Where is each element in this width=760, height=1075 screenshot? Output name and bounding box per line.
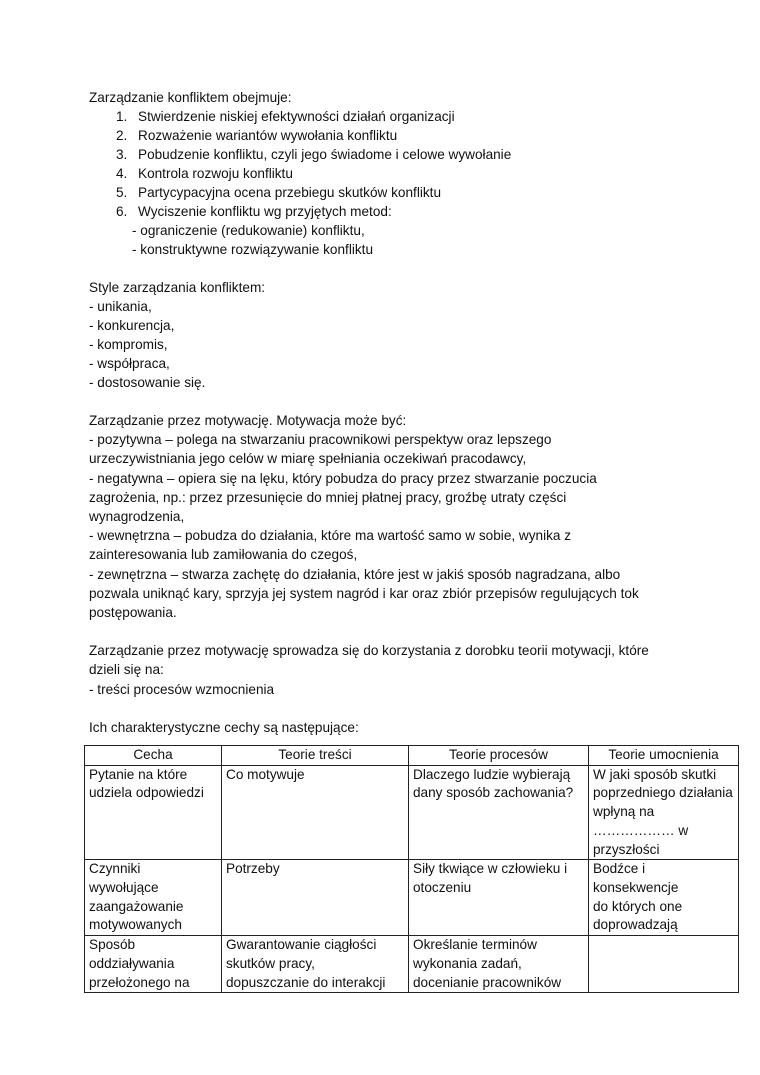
motivation-theories-paragraph	[89, 641, 689, 699]
cell-line: wywołujące	[89, 879, 159, 895]
text-line: urzeczywistniania jego celów w miarę spełniania oczekiwań pracodawcy,	[89, 451, 527, 467]
cell-line: dopuszczanie do interakcji	[226, 974, 386, 990]
cell-line: Gwarantowanie ciągłości	[226, 937, 377, 953]
list-item: 4. Kontrola rozwoju konfliktu	[116, 166, 293, 181]
text-line: - zewnętrzna – stwarza zachętę do działania, które jest w jakiś sposób nagradzana, albo	[89, 566, 621, 582]
cell-line: docenianie pracowników	[413, 974, 562, 990]
list-item: - współpraca,	[89, 356, 170, 371]
cell-line: Pytanie na które	[89, 766, 188, 782]
table-cell	[222, 765, 409, 860]
cell-line: wpłyną na ……………… w	[593, 804, 689, 838]
cell-line: przyszłości	[593, 841, 660, 857]
conflict-styles-list	[89, 297, 689, 392]
table-cell	[85, 936, 222, 993]
column-header: Teorie procesów	[409, 746, 589, 766]
cell-line: przełożonego na	[89, 974, 190, 990]
list-item: - kompromis,	[89, 337, 168, 352]
sub-list-item: - ograniczenie (redukowanie) konfliktu,	[132, 223, 365, 238]
list-item: 6. Wyciszenie konfliktu wg przyjętych metod:	[116, 204, 392, 219]
column-header: Teorie treści	[222, 746, 409, 766]
cell-line: dany sposób zachowania?	[413, 785, 574, 801]
cell-line: wykonania zadań,	[413, 955, 522, 971]
list-item: - dostosowanie się.	[89, 375, 206, 390]
table-header-row	[85, 746, 739, 766]
cell-line: W jaki sposób skutki	[593, 766, 717, 782]
text-line: pozwala uniknąć kary, sprzyja jej system nagród i kar oraz zbiór przepisów regulujących tok	[89, 585, 639, 601]
text-line: - negatywna – opiera się na lęku, który pobudza do pracy przez stwarzanie poczucia	[89, 470, 597, 486]
cell-line: Czynniki	[89, 861, 141, 877]
table-cell	[85, 860, 222, 936]
conflict-management-steps	[89, 107, 689, 221]
cell-line: Co motywuje	[226, 766, 305, 782]
list-item: 3. Pobudzenie konfliktu, czyli jego świadome i celowe wywołanie	[116, 147, 512, 162]
text-line: Zarządzanie przez motywację. Motywacja może być:	[89, 413, 407, 428]
cell-line: otoczeniu	[413, 879, 472, 895]
table-cell	[409, 936, 589, 993]
text-line: zainteresowania lub zamiłowania do czegoś,	[89, 547, 358, 563]
column-header: Cecha	[85, 746, 222, 766]
text-line: dzieli się na:	[89, 662, 164, 678]
text-line: - pozytywna – polega na stwarzaniu pracownikowi perspektyw oraz lepszego	[89, 432, 552, 448]
text-line: - treści procesów wzmocnienia	[89, 681, 275, 697]
table-row	[85, 936, 739, 993]
table-cell	[589, 765, 739, 860]
cell-line: Określanie terminów	[413, 937, 537, 953]
cell-line: Dlaczego ludzie wybierają	[413, 766, 571, 782]
cell-line: poprzedniego działania	[593, 785, 733, 801]
spacer	[89, 699, 689, 718]
conflict-styles-heading: Style zarządzania konfliktem:	[89, 280, 266, 295]
table-cell	[589, 860, 739, 936]
document-body	[89, 88, 689, 737]
text-line: postępowania.	[89, 605, 177, 621]
cell-line: skutków pracy,	[226, 955, 315, 971]
spacer	[89, 392, 689, 411]
list-item: 5. Partycypacyjna ocena przebiegu skutków konfliktu	[116, 185, 441, 200]
list-item: 2. Rozważenie wariantów wywołania konfliktu	[116, 128, 398, 143]
cell-line: doprowadzają	[593, 917, 678, 933]
cell-line: do których one	[593, 898, 683, 914]
table-cell	[409, 765, 589, 860]
table-cell	[85, 765, 222, 860]
spacer	[89, 259, 689, 278]
table-cell	[409, 860, 589, 936]
spacer	[89, 622, 689, 641]
column-header: Teorie umocnienia	[589, 746, 739, 766]
table-row	[85, 765, 739, 860]
cell-line: udziela odpowiedzi	[89, 785, 204, 801]
table-cell	[222, 860, 409, 936]
cell-line: Siły tkwiące w człowieku i	[413, 861, 568, 877]
text-line: Zarządzanie przez motywację sprowadza się do korzystania z dorobku teorii motywacji, które	[89, 643, 649, 659]
table-cell	[222, 936, 409, 993]
list-item: - unikania,	[89, 299, 152, 314]
cell-line: Sposób	[89, 937, 136, 953]
sub-list-item: - konstruktywne rozwiązywanie konfliktu	[132, 242, 374, 257]
cell-line: zaangażowanie	[89, 898, 184, 914]
cell-line: Bodźce i konsekwencje	[593, 861, 679, 895]
list-item: - konkurencja,	[89, 318, 175, 333]
cell-line: motywowanych	[89, 917, 182, 933]
cell-line: Potrzeby	[226, 861, 280, 877]
theories-comparison-table	[84, 745, 739, 993]
text-line: zagrożenia, np.: przez przesunięcie do mniej płatnej pracy, groźbę utraty części	[89, 489, 567, 505]
table-row	[85, 860, 739, 936]
text-line: - wewnętrzna – pobudza do działania, które ma wartość samo w sobie, wynika z	[89, 528, 572, 544]
table-intro: Ich charakterystyczne cechy są następujące:	[89, 719, 359, 735]
list-item: 1. Stwierdzenie niskiej efektywności działań organizacji	[116, 109, 455, 124]
table-cell	[589, 936, 739, 993]
cell-line: oddziaływania	[89, 955, 175, 971]
motivation-paragraph	[89, 411, 689, 622]
conflict-management-intro: Zarządzanie konfliktem obejmuje:	[89, 90, 292, 105]
text-line: wynagrodzenia,	[89, 509, 185, 525]
